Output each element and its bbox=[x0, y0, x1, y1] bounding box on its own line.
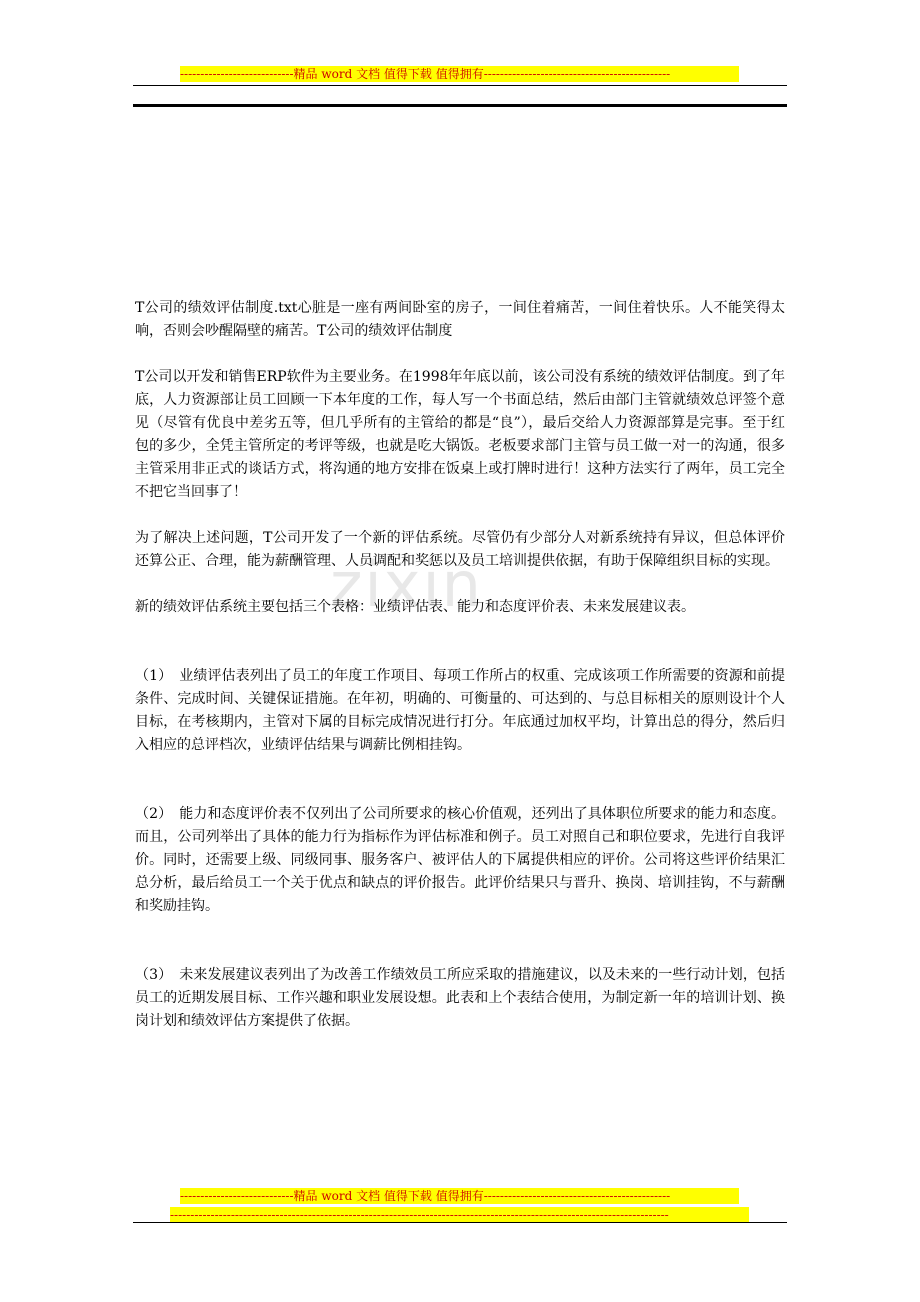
paragraph-forms-overview: 新的绩效评估系统主要包括三个表格：业绩评估表、能力和态度评价表、未来发展建议表。 bbox=[135, 599, 695, 615]
footer-banner: ----------------------------精品 word 文档 值得下载 值得拥有---------------------------------------------- bbox=[180, 1188, 739, 1204]
watermark: zixin bbox=[330, 548, 483, 621]
paragraph-ability-form: （2） 能力和态度评价表不仅列出了公司所要求的核心价值观，还列出了具体职位所要求的能力和态度。而且，公司列举出了具体的能力行为指标作为评估标准和例子。员工对照自己和职位要求，先进行自我评价。同时，还需要上级、同级同事、服务客户、被评估人的下属提供相应的评价。公司将这些评价结果汇总分析，最后给员工一个关于优点和缺点的评价报告。此评价结果只与晋升、换岗、培训挂钩，不与薪酬和奖励挂钩。 bbox=[135, 806, 785, 914]
paragraph-intro: T公司的绩效评估制度.txt心脏是一座有两间卧室的房子，一间住着痛苦，一间住着快乐。人不能笑得太响，否则会吵醒隔壁的痛苦。T公司的绩效评估制度 bbox=[135, 300, 785, 339]
paragraph-performance-form: （1） 业绩评估表列出了员工的年度工作项目、每项工作所占的权重、完成该项工作所需要的资源和前提条件、完成时间、关键保证措施。在年初，明确的、可衡量的、可达到的、与总目标相关的原则设计个人目标，在考核期内，主管对下属的目标完成情况进行打分。年底通过加权平均，计算出总的得分，然后归入相应的总评档次，业绩评估结果与调薪比例相挂钩。 bbox=[135, 668, 785, 753]
header-banner: ----------------------------精品 word 文档 值得下载 值得拥有---------------------------------------------- bbox=[180, 66, 739, 82]
header-rule-thin bbox=[133, 85, 787, 86]
paragraph-background: T公司以开发和销售ERP软件为主要业务。在1998年年底以前，该公司没有系统的绩效评估制度。到了年底，人力资源部让员工回顾一下本年度的工作，每人写一个书面总结，然后由部门主管就绩效总评签个意见（尽管有优良中差劣五等，但几乎所有的主管给的都是“良”），最后交给人力资源部算是完事。至于红包的多少，全凭主管所定的考评等级，也就是吃大锅饭。老板要求部门主管与员工做一对一的沟通，很多主管采用非正式的谈话方式，将沟通的地方安排在饭桌上或打牌时进行！这种方法实行了两年，员工完全不把它当回事了！ bbox=[135, 369, 785, 500]
header-rule-thick bbox=[133, 104, 787, 107]
footer-dashes: --------------------------------------------------------------------------------------------------------------------------- bbox=[170, 1207, 749, 1223]
document-body bbox=[135, 297, 785, 1033]
paragraph-development-form: （3） 未来发展建议表列出了为改善工作绩效员工所应采取的措施建议，以及未来的一些行动计划，包括员工的近期发展目标、工作兴趣和职业发展设想。此表和上个表结合使用，为制定新一年的培训计划、换岗计划和绩效评估方案提供了依据。 bbox=[135, 967, 785, 1029]
footer-rule bbox=[133, 1222, 787, 1223]
paragraph-solution: 为了解决上述问题，T公司开发了一个新的评估系统。尽管仍有少部分人对新系统持有异议，但总体评价还算公正、合理，能为薪酬管理、人员调配和奖惩以及员工培训提供依据，有助于保障组织目标的实现。 bbox=[135, 530, 785, 569]
